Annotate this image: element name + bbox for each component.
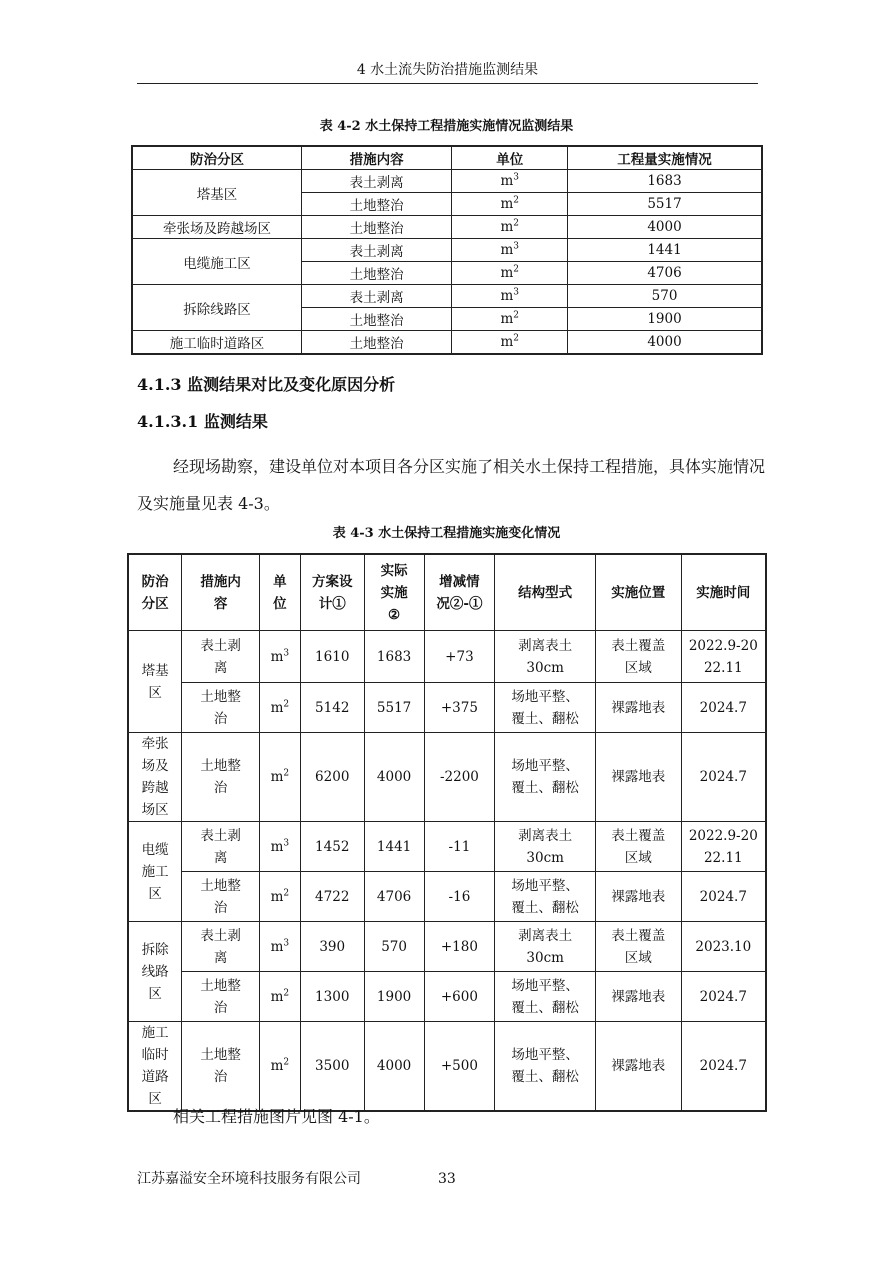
table-row [132,170,762,193]
unit-cell: $m^2$ [452,331,568,355]
unit-cell: $m^3$ [259,631,300,683]
header-cell: 工程量实施情况 [568,146,762,170]
location-cell: 表土覆盖 区域 [596,822,682,872]
unit-cell: $m^2$ [259,972,300,1022]
table-4-3-caption: 表 4-3 水土保持工程措施实施变化情况 [332,526,561,541]
change-cell: +500 [424,1022,495,1112]
actual-cell: 5517 [364,683,424,733]
structure-cell: 场地平整、 覆土、翻松 [495,972,596,1022]
actual-cell: 4000 [364,733,424,822]
table-row [128,631,766,683]
change-cell: +73 [424,631,495,683]
plan-cell: 5142 [300,683,364,733]
time-cell: 2022.9-20 22.11 [681,822,766,872]
zone-cell: 电缆 施工 区 [128,822,182,922]
unit-cell: $m^3$ [452,285,568,308]
subsection-heading: 4.1.3.1 监测结果 [137,412,268,431]
measure-cell: 土地整治 [301,262,452,285]
measure-cell: 表土剥 离 [182,922,260,972]
zone-cell: 牵张 场及 跨越 场区 [128,733,182,822]
header-cell: 实施时间 [681,554,766,631]
actual-cell: 1900 [364,972,424,1022]
unit-cell: $m^2$ [452,262,568,285]
measure-cell: 表土剥离 [301,285,452,308]
header-cell: 单位 [452,146,568,170]
change-cell: +375 [424,683,495,733]
header-cell: 实际 实施 ② [364,554,424,631]
measure-cell: 表土剥 离 [182,631,260,683]
page-header: 4 水土流失防治措施监测结果 [356,62,539,78]
quantity-cell: 570 [568,285,762,308]
plan-cell: 1452 [300,822,364,872]
zone-cell: 牵张场及跨越场区 [132,216,301,239]
structure-cell: 场地平整、 覆土、翻松 [495,872,596,922]
structure-cell: 场地平整、 覆土、翻松 [495,733,596,822]
header-cell: 措施内 容 [182,554,260,631]
structure-cell: 剥离表土 30cm [495,631,596,683]
body-paragraph: 经现场勘察，建设单位对本项目各分区实施了相关水土保持工程措施，具体实施情况及实施量见表 4-3。 [137,457,766,513]
measure-cell: 土地整 治 [182,872,260,922]
location-cell: 裸露地表 [596,733,682,822]
table-row [128,922,766,972]
unit-cell: $m^3$ [452,239,568,262]
quantity-cell: 4706 [568,262,762,285]
measure-cell: 土地整治 [301,193,452,216]
location-cell: 裸露地表 [596,872,682,922]
change-cell: +180 [424,922,495,972]
plan-cell: 1300 [300,972,364,1022]
zone-cell: 拆除线路区 [132,285,301,331]
actual-cell: 4706 [364,872,424,922]
table-row [128,1022,766,1112]
section-heading: 4.1.3 监测结果对比及变化原因分析 [137,375,396,394]
unit-cell: $m^2$ [259,1022,300,1112]
zone-cell: 电缆施工区 [132,239,301,285]
time-cell: 2022.9-20 22.11 [681,631,766,683]
change-cell: -11 [424,822,495,872]
change-cell: +600 [424,972,495,1022]
header-cell: 结构型式 [495,554,596,631]
actual-cell: 1683 [364,631,424,683]
plan-cell: 3500 [300,1022,364,1112]
footer-company: 江苏嘉溢安全环境科技服务有限公司 [137,1171,361,1187]
quantity-cell: 1900 [568,308,762,331]
measure-cell: 表土剥 离 [182,822,260,872]
structure-cell: 剥离表土 30cm [495,922,596,972]
table-row [128,733,766,822]
header-cell: 防治 分区 [128,554,182,631]
unit-cell: $m^2$ [452,216,568,239]
page-number: 33 [438,1171,456,1187]
time-cell: 2024.7 [681,972,766,1022]
header-cell: 增减情 况②-① [424,554,495,631]
unit-cell: $m^3$ [259,822,300,872]
table-4-2-caption: 表 4-2 水土保持工程措施实施情况监测结果 [319,119,574,134]
unit-cell: $m^2$ [259,683,300,733]
zone-cell: 施工临时道路区 [132,331,301,355]
zone-cell: 塔基区 [132,170,301,216]
measure-cell: 土地整 治 [182,683,260,733]
actual-cell: 570 [364,922,424,972]
time-cell: 2024.7 [681,683,766,733]
table-header-row [128,554,766,631]
table-row [132,216,762,239]
zone-cell: 塔基 区 [128,631,182,733]
header-cell: 防治分区 [132,146,301,170]
change-cell: -16 [424,872,495,922]
measure-cell: 土地整 治 [182,1022,260,1112]
time-cell: 2024.7 [681,872,766,922]
table-row [132,285,762,308]
measure-cell: 土地整治 [301,216,452,239]
plan-cell: 4722 [300,872,364,922]
table-row [128,822,766,872]
header-divider [137,83,758,84]
location-cell: 裸露地表 [596,683,682,733]
header-cell: 实施位置 [596,554,682,631]
quantity-cell: 5517 [568,193,762,216]
time-cell: 2024.7 [681,1022,766,1112]
table-header-row [132,146,762,170]
plan-cell: 1610 [300,631,364,683]
unit-cell: $m^2$ [452,193,568,216]
zone-cell: 施工 临时 道路 区 [128,1022,182,1112]
plan-cell: 390 [300,922,364,972]
actual-cell: 4000 [364,1022,424,1112]
quantity-cell: 1441 [568,239,762,262]
unit-cell: $m^3$ [452,170,568,193]
structure-cell: 场地平整、 覆土、翻松 [495,1022,596,1112]
location-cell: 裸露地表 [596,1022,682,1112]
time-cell: 2024.7 [681,733,766,822]
location-cell: 裸露地表 [596,972,682,1022]
table-row [132,331,762,355]
structure-cell: 剥离表土 30cm [495,822,596,872]
measure-cell: 土地整治 [301,308,452,331]
table-row [132,239,762,262]
measure-cell: 土地整治 [301,331,452,355]
unit-cell: $m^2$ [259,872,300,922]
location-cell: 表土覆盖 区域 [596,922,682,972]
table-4-3 [127,553,767,1112]
table-4-2 [131,145,763,355]
header-cell: 方案设 计① [300,554,364,631]
unit-cell: $m^2$ [452,308,568,331]
zone-cell: 拆除 线路 区 [128,922,182,1022]
measure-cell: 土地整 治 [182,972,260,1022]
measure-cell: 土地整 治 [182,733,260,822]
body-paragraph-2: 相关工程措施图片见图 4-1。 [173,1107,380,1126]
table-row [128,872,766,922]
measure-cell: 表土剥离 [301,239,452,262]
table-row [128,972,766,1022]
location-cell: 表土覆盖 区域 [596,631,682,683]
actual-cell: 1441 [364,822,424,872]
time-cell: 2023.10 [681,922,766,972]
quantity-cell: 4000 [568,216,762,239]
structure-cell: 场地平整、 覆土、翻松 [495,683,596,733]
quantity-cell: 4000 [568,331,762,355]
measure-cell: 表土剥离 [301,170,452,193]
table-row [128,683,766,733]
change-cell: -2200 [424,733,495,822]
header-cell: 措施内容 [301,146,452,170]
unit-cell: $m^2$ [259,733,300,822]
unit-cell: $m^3$ [259,922,300,972]
header-cell: 单 位 [259,554,300,631]
quantity-cell: 1683 [568,170,762,193]
plan-cell: 6200 [300,733,364,822]
